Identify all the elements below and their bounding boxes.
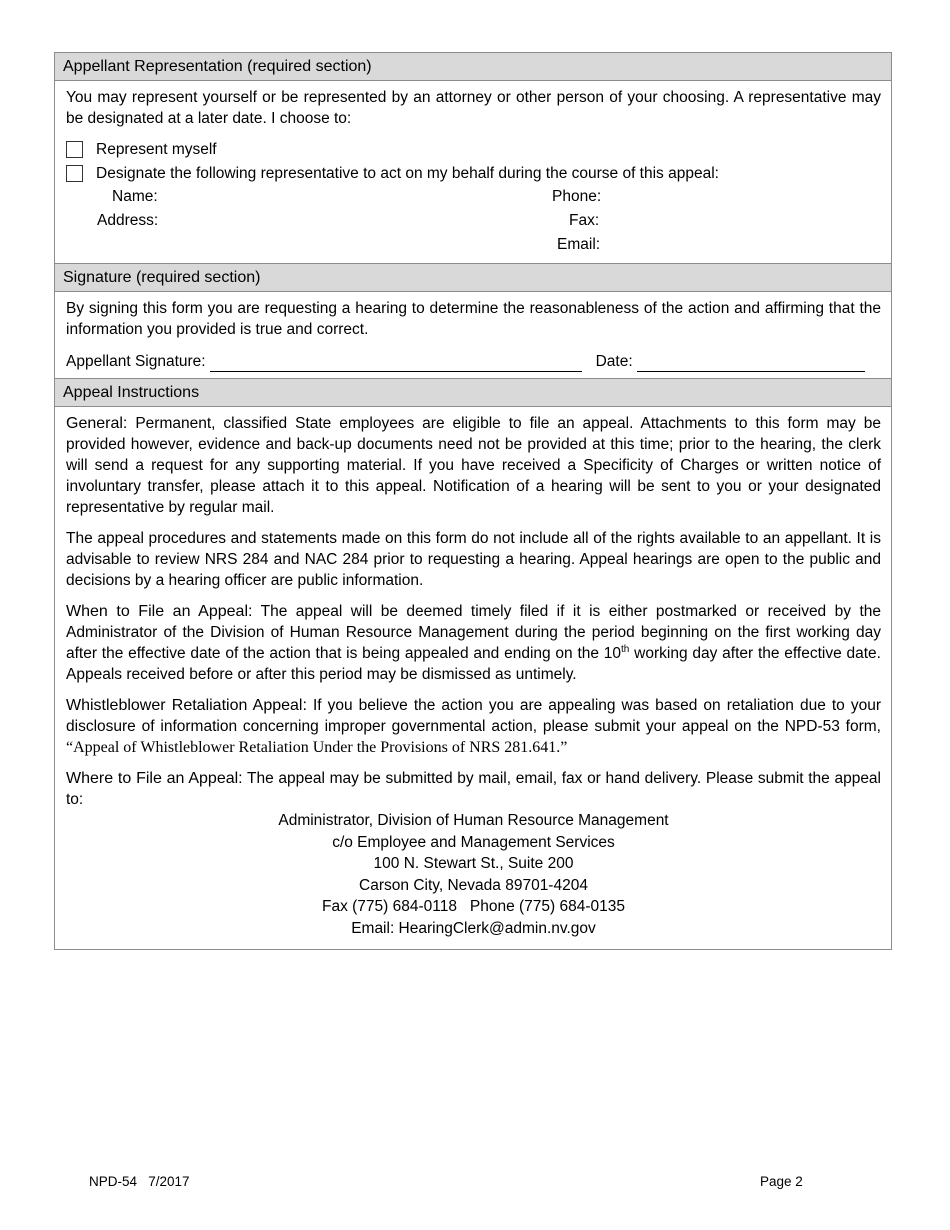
representative-phone-label: Phone: xyxy=(552,188,602,205)
where-to-file-paragraph xyxy=(66,768,881,810)
whistleblower-text: If you believe the action you are appealing was based on retaliation due to your disclosure of information concerning improper governmental action, please submit your appeal on the NPD-53 form, xyxy=(66,697,881,735)
where-to-file-title: Where to File an Appeal: xyxy=(66,770,243,787)
signature-row xyxy=(66,348,881,372)
general-paragraph xyxy=(66,413,881,518)
instructions-section xyxy=(55,407,891,949)
address-line: Administrator, Division of Human Resource Management xyxy=(278,812,669,829)
representation-section-heading: Appellant Representation (required section) xyxy=(55,53,891,81)
address-line: c/o Employee and Management Services xyxy=(332,833,615,851)
when-to-file-paragraph xyxy=(66,601,881,685)
signature-section xyxy=(55,292,891,379)
address-line: Carson City, Nevada 89701-4204 xyxy=(359,876,588,894)
whistleblower-title: Whistleblower Retaliation Appeal: xyxy=(66,697,307,714)
designate-representative-checkbox[interactable] xyxy=(66,165,83,182)
representative-name-label: Name: xyxy=(112,188,158,205)
rights-paragraph: The appeal procedures and statements made on this form do not include all of the rights available to an appellant. It is advisable to review NRS 284 and NAC 284 prior to requesting a hearing. Appeal hearings are open to the public and decisions by a hearing officer are public information. xyxy=(66,530,881,589)
option-represent-myself[interactable] xyxy=(66,137,881,161)
signature-statement: By signing this form you are requesting a hearing to determine the reasonableness of the action and affirming that the information you provided is true and correct. xyxy=(66,300,881,338)
representative-email-label: Email: xyxy=(557,236,601,253)
date-label: Date: xyxy=(595,353,633,370)
whistleblower-form-title: “Appeal of Whistleblower Retaliation Under the Provisions of NRS 281.641.” xyxy=(66,739,568,756)
general-title: General: xyxy=(66,415,128,432)
signature-section-heading: Signature (required section) xyxy=(55,264,891,292)
represent-myself-label: Represent myself xyxy=(96,140,217,158)
when-to-file-text-2: working day after the effective date. Appeals received before or after this period may be dismissed as untimely. xyxy=(66,645,881,683)
where-to-file-text: The appeal may be submitted by mail, email, fax or hand delivery. Please submit the appeal to: xyxy=(66,770,882,808)
representative-address-label: Address: xyxy=(97,212,159,229)
designate-representative-label: Designate the following representative to act on my behalf during the course of this appeal: xyxy=(96,164,719,182)
form-id-footer: NPD-54 7/2017 xyxy=(89,1174,190,1189)
when-to-file-superscript: th xyxy=(621,643,630,655)
when-to-file-title: When to File an Appeal: xyxy=(66,603,253,620)
appeal-form-page-2 xyxy=(54,52,892,950)
whistleblower-paragraph xyxy=(66,695,881,758)
page-number-footer: Page 2 xyxy=(760,1174,803,1189)
general-text: Permanent, classified State employees are eligible to file an appeal. Attachments to this form may be provided however, evidence and back-up documents need not be provided at this time; prior to the hearing, the clerk will send a request for any supporting material. If you have received a Specificity of Charges or written notice of involuntary transfer, please attach it to this appeal. Notification of a hearing will be sent to you or your designated representative by regular mail. xyxy=(66,415,881,516)
represent-myself-checkbox[interactable] xyxy=(66,141,83,158)
mailing-address-block xyxy=(66,810,881,939)
appellant-signature-label: Appellant Signature: xyxy=(66,353,206,370)
representative-details xyxy=(66,185,881,257)
representation-section xyxy=(55,81,891,264)
date-line[interactable] xyxy=(637,355,865,372)
when-to-file-text-1: The appeal will be deemed timely filed if it is either postmarked or received by the Administrator of the Division of Human Resource Management during the period beginning on the first working day after the effective date of the action that is being appealed and ending on the 10 xyxy=(66,603,881,662)
appellant-signature-line[interactable] xyxy=(210,355,582,372)
address-line: 100 N. Stewart St., Suite 200 xyxy=(373,855,574,872)
instructions-section-heading: Appeal Instructions xyxy=(55,379,891,407)
address-line: Email: HearingClerk@admin.nv.gov xyxy=(351,919,596,937)
representation-intro: You may represent yourself or be represented by an attorney or other person of your choosing. A representative may be designated at a later date. I choose to: xyxy=(66,89,881,127)
option-designate-representative[interactable] xyxy=(66,161,881,185)
address-line: Fax (775) 684-0118 Phone (775) 684-0135 xyxy=(321,898,626,915)
representative-fax-label: Fax: xyxy=(569,212,600,229)
